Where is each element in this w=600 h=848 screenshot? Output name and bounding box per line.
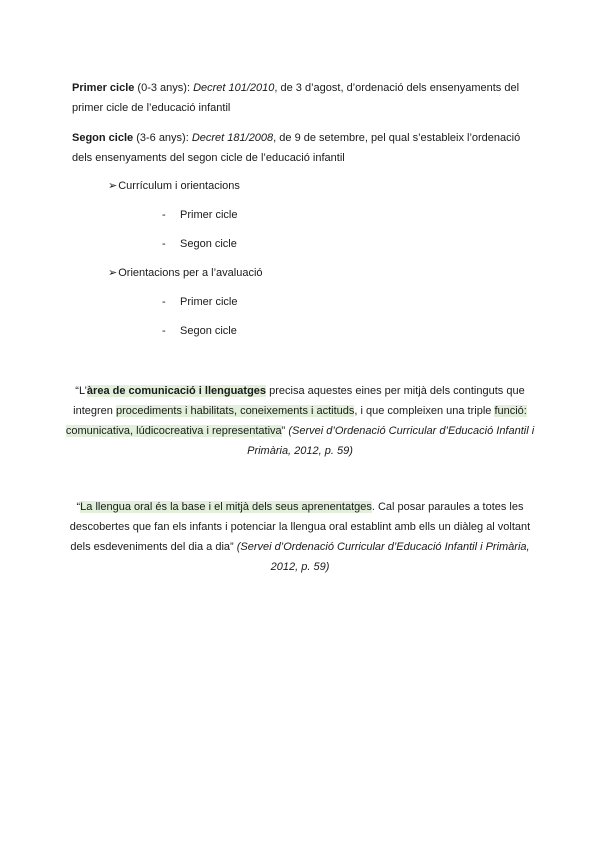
quote-text: . Cal posar paraules a totes les descobertes que fan els infants i potenciar la llengua oral establint amb ells un diàleg al voltant dels esdeveniments del dia a dia”	[69, 501, 531, 553]
list-item-avaluacio	[108, 263, 263, 283]
arrow-bullet-icon: ➢	[108, 267, 118, 279]
quote-close-mark: ”	[281, 425, 289, 437]
list-subitem-curriculum-segon	[162, 234, 237, 254]
primer-cicle-decree: Decret 101/2010	[193, 82, 275, 94]
dash-bullet: -	[162, 209, 166, 221]
dash-bullet: -	[162, 296, 166, 308]
primer-cicle-description: , de 3 d’agost, d’ordenació dels ensenyaments del primer cicle de l’educació infantil	[72, 82, 520, 114]
quote-open-mark: “L’	[75, 385, 87, 397]
segon-cicle-heading: Segon cicle	[72, 132, 134, 144]
quote-text: precisa aquestes eines per mitjà dels continguts que integren	[73, 385, 525, 417]
list-subitem-label: Segon cicle	[180, 238, 237, 250]
segon-cicle-ages: (3-6 anys):	[133, 132, 192, 144]
segon-cicle-paragraph	[72, 128, 528, 168]
quote-area-comunicacio	[64, 381, 536, 461]
list-subitem-curriculum-primer	[162, 205, 237, 225]
arrow-bullet-icon: ➢	[108, 180, 118, 192]
dash-bullet: -	[162, 238, 166, 250]
highlight-llengua-oral: La llengua oral és la base i el mitjà dels seus aprenentatges	[80, 501, 372, 513]
list-subitem-label: Primer cicle	[180, 296, 238, 308]
segon-cicle-decree: Decret 181/2008	[191, 132, 274, 144]
list-item-avaluacio-label: Orientacions per a l’avaluació	[118, 267, 263, 279]
dash-bullet: -	[162, 325, 166, 337]
highlight-procediments: procediments i habilitats, coneixements i actituds	[115, 405, 355, 417]
highlight-area-comunicacio: àrea de comunicació i llenguatges	[86, 385, 267, 397]
segon-cicle-description: , de 9 de setembre, pel qual s’estableix l’ordenació dels ensenyaments del segon cicle de l’educació infantil	[72, 132, 521, 164]
quote-open-mark: “	[76, 501, 81, 513]
primer-cicle-paragraph	[72, 78, 528, 118]
list-item-curriculum-label: Currículum i orientacions	[118, 180, 240, 192]
primer-cicle-ages: (0-3 anys):	[134, 82, 194, 94]
quote-text: , i que compleixen una triple	[354, 405, 495, 417]
list-subitem-label: Segon cicle	[180, 325, 237, 337]
primer-cicle-heading: Primer cicle	[72, 82, 135, 94]
quote-citation: (Servei d’Ordenació Curricular d’Educació Infantil i Primària, 2012, p. 59)	[247, 425, 535, 457]
highlight-funcio: funció: comunicativa, lúdicocreativa i representativa	[65, 405, 527, 437]
list-item-curriculum	[108, 176, 240, 196]
list-subitem-avaluacio-primer	[162, 292, 237, 312]
list-subitem-avaluacio-segon	[162, 321, 237, 341]
quote-llengua-oral	[64, 497, 536, 577]
list-subitem-label: Primer cicle	[180, 209, 238, 221]
quote-citation: (Servei d’Ordenació Curricular d’Educació Infantil i Primària, 2012, p. 59)	[236, 541, 530, 573]
